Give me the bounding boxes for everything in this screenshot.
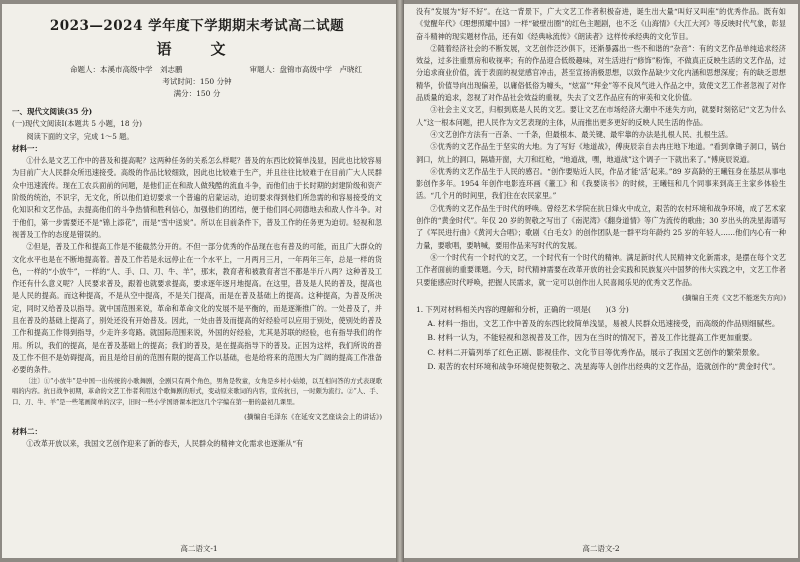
exam-title: 2023—2024 学年度下学期期末考试高二试题 xyxy=(49,18,345,34)
time-line: 考试时间：150 分钟 xyxy=(162,77,232,86)
reviewer-line: 审题人：盘锦市高级中学 卢晓红 xyxy=(249,65,362,74)
page-footer-left: 高二语文-1 xyxy=(180,544,218,553)
material-two-para-7: ⑦优秀的文艺作品生于时代的呼唤。曾经艺术学院在抗日烽火中成立，艰苦的农村环境和战争环境，成了艺术家创作的“黄金时代”。年仅 20 岁的贺敬之写出了《南泥湾》《翻身道情》等广为流传的歌曲；30 岁出头的冼星海谱写了《军民进行曲》《黄河大合唱》；歌剧《白毛女》的创作团队是一群平均年龄约 25 岁的年轻人……他们内心有一种力量，要歌唱，要呐喊，要用作品来写时代的发展。 xyxy=(416,203,786,250)
subject-heading: 语 文 xyxy=(156,40,238,58)
score-line: 满分：150 分 xyxy=(173,89,221,98)
option-c: C. 材料二开篇列举了红色正剧、影视佳作、文化节目等优秀作品，展示了我国文艺创作的繁荣景象。 xyxy=(427,347,765,357)
material-two-para-4: ④文艺创作方法有一百条、一千条，但最根本、最关键、最牢靠的办法是扎根人民、扎根生活。 xyxy=(430,129,733,139)
author-row xyxy=(70,64,362,76)
subsection-heading: (一)现代文阅读Ⅰ(本题共 5 小题，18 分) xyxy=(12,119,143,129)
material-one-para-1: ①什么是文艺工作中的普及和提高呢？这两种任务的关系怎么样呢？普及的东西比较简单浅显，因此也比较容易为目前广大人民群众所迅速接受。高级的作品比较细致，因此也比较难于生产，并且往往比较难于在目前广大人民群众中迅速流传。现在工农兵面前的问题，是他们正在和敌人做残酷的流血斗争，而他们由于长时期的封建阶级和资产阶级的统治，不识字，无文化，所以他们迫切要求一个普遍的启蒙运动，迫切要求得到他们所急需的和容易接受的文化知识和文艺作品，去提高他们的斗争热情和胜利信心，加强他们的团结，便于他们同心同德地去和敌人作斗争。对于他们，第一步需要还不是“锦上添花”，而是“雪中送炭”。所以在目前条件下，普及工作的任务更为迫切。轻视和忽视普及工作的态度是错误的。 xyxy=(12,156,382,239)
material-two-para-2: ②随着经济社会的不断发展，文艺创作泛沙俱下，还渐暴露出一些不和谐的“杂音”：有的文艺作品单纯追求经济效益，过多注重票房和收视率；有的作品迎合低级趣味，对生活进行“修饰”粉饰，不做真正反映生活的文艺作品，过分追求商业价值，流于表面的视觉感官冲击，甚至宣扬消极思想，以致作品缺少文化内涵和思想深度；有的缺乏思想精华，价值导向出现偏差，以庸俗低俗为噱头，“炫富”“拜金”等不良风气进入作品之中，致使文艺工作者忽视了对作品质量的追求，忽视了对作品社会效益的重视，失去了文艺作品应有的审美和文化价值。 xyxy=(416,43,786,103)
question-1: 1. 下列对材料相关内容的理解和分析，正确的一项是( )(3 分) xyxy=(416,305,629,315)
page-left xyxy=(2,4,396,558)
material-two-label: 材料二： xyxy=(12,426,42,436)
option-d: D. 艰苦的农村环境和战争环境促使贺敬之、冼星海等人创作出经典的文艺作品，造就创作的“黄金时代”。 xyxy=(427,362,780,372)
material-one-label: 材料一： xyxy=(12,143,42,153)
material-two-continued: 没有”发展为“好不好”。在这一背景下，广大文艺工作者积极奋进，诞生出大量“叫好又叫座”的优秀作品。既有如《觉醒年代》《理想照耀中国》一样“破壁出圈”的红色主题剧，也不乏《山海情》《大江大河》等反映时代气象，彰显奋斗精神的现实题材作品，还有如《经典咏流传》《朗读者》这样传承经典的文化节目。 xyxy=(416,7,786,41)
page-footer-right: 高二语文-2 xyxy=(582,544,620,553)
material-two-para-3: ③社会主义文艺，归根到底是人民的文艺。要让文艺在市场经济大潮中不迷失方向，就要时刻铭记“文艺为什么人”这一根本问题，把人民作为文艺表现的主体，从而推出更多更好的反映人民生活的作品。 xyxy=(416,105,786,127)
material-two-para-1: ①改革开放以来，我国文艺创作迎来了新的春天，人民群众的精神文化需求也逐渐从“有 xyxy=(26,438,304,448)
setter-line: 命题人：本溪市高级中学 刘志鹏 xyxy=(70,65,183,74)
page-right xyxy=(404,4,798,558)
material-two-para-5: ⑤优秀的文艺作品生于坚实的大地。为了写好《地道战》，傅庚辰亲自去冉庄地下地道。“看到拿锄子洞口，锅台洞口，炕上的洞口，隔墙开窗，大刀和红枪，“地道战，嘿，地道战”这个调子一下就出来了。”傅庚辰说道。 xyxy=(416,142,786,164)
option-b: B. 材料一认为，不能轻视和忽视普及工作，因为在当时的情况下，普及工作比提高工作更加重要。 xyxy=(427,333,757,343)
book-gutter xyxy=(396,0,404,562)
material-two-para-8: ⑧一个时代有一个时代的文艺，一个时代有一个时代的精神。满足新时代人民精神文化新需求，是摆在每个文艺工作者面前的重要课题。今天，时代精神需要在改革开放的社会实践和民族复兴中国梦的伟大实践之中，文艺工作者只要能感应时代呼唤，把握人民需求，就一定可以创作出人民喜闻乐见的优秀文艺作品。 xyxy=(416,252,786,287)
instruction-line: 阅读下面的文字，完成 1～5 题。 xyxy=(26,131,134,141)
source-citation-2: (摘编自王亮《文艺不能迷失方向》) xyxy=(682,293,786,302)
source-citation: (摘编自毛泽东《在延安文艺座谈会上的讲话》) xyxy=(244,413,382,422)
material-two-para-6: ⑥优秀的文艺作品生于人民的感召。“创作要贴近人民，作品才能‘活’起来。”89 岁高龄的王曦钰身在基层从事电影创作多年。1954 年创作电影连环画《董工》和《我要读书》的时候，王曦钰和几个同事来到高王主家乡体验生活。“几个月的时间里，我们住在农民家里。” xyxy=(416,166,786,201)
section-heading: 一、现代文阅读(35 分) xyxy=(12,107,93,116)
option-a: A. 材料一指出，文艺工作中普及的东西比较简单浅显，易被人民群众迅速接受，而高级的作品则细腻些。 xyxy=(427,318,780,328)
material-one-para-2: ②但是，普及工作和提高工作是不能截然分开的。不但一部分优秀的作品现在也有普及的可能，而且广大群众的文化水平也是在不断地提高着。普及工作若是永远停止在一个水平上，一月两月三月，一年两年三年，总是一样的货色，一样的“小放牛”，一样的“人、手、口、刀、牛、羊”，那末，教育者和被教育者岂不都是半斤八两？这种普及工作还有什么意义呢？人民要求普及，跟着也就要求提高，要求逐年逐月地提高。在这里，普及是人民的普及，提高也是人民的提高。而这种提高，不是从空中提高，不是关门提高，而是在普及基础上的提高。这种提高，为普及所决定，同时又给普及以指导。就中国范围来说，革命和革命文化的发展不是平衡的，而是逐渐推广的。一处普及了，并且在普及的基础上提高了，别处还没有开始普及。因此，一处由普及而提高的好经验可以应用于别处，使别处的普及工作和提高工作得到指导，少走许多弯路。就国际范围来说，外国的好经验，尤其是苏联的经验，也有指导我们的作用。所以，我们的提高，是在普及基础上的提高；我们的普及，是在提高指导下的普及。正因为这样，我们所说的普及工作不但不是妨碍提高，而且是给目前的范围有限的提高工作以基础，也是给将来的范围大为广阔的提高工作准备必要的条件。 xyxy=(12,242,382,375)
footnote: 〔注〕①“小放牛”是中国一出传统的小歌舞剧，全剧只有两个角色，男角是牧童，女角是乡村小姑娘，以互相问答的方式表现歌唱的内容。抗日战争初期，革命的文艺工作者利用这个歌舞剧的形式，变动原来歌词的内容，宣传抗日，一时颇为流行。②“人、手、口、刀、牛、羊”是一些笔画简单的汉字，旧时一些小学国语课本把这几个字编在第一册的最初几课里。 xyxy=(12,377,382,406)
